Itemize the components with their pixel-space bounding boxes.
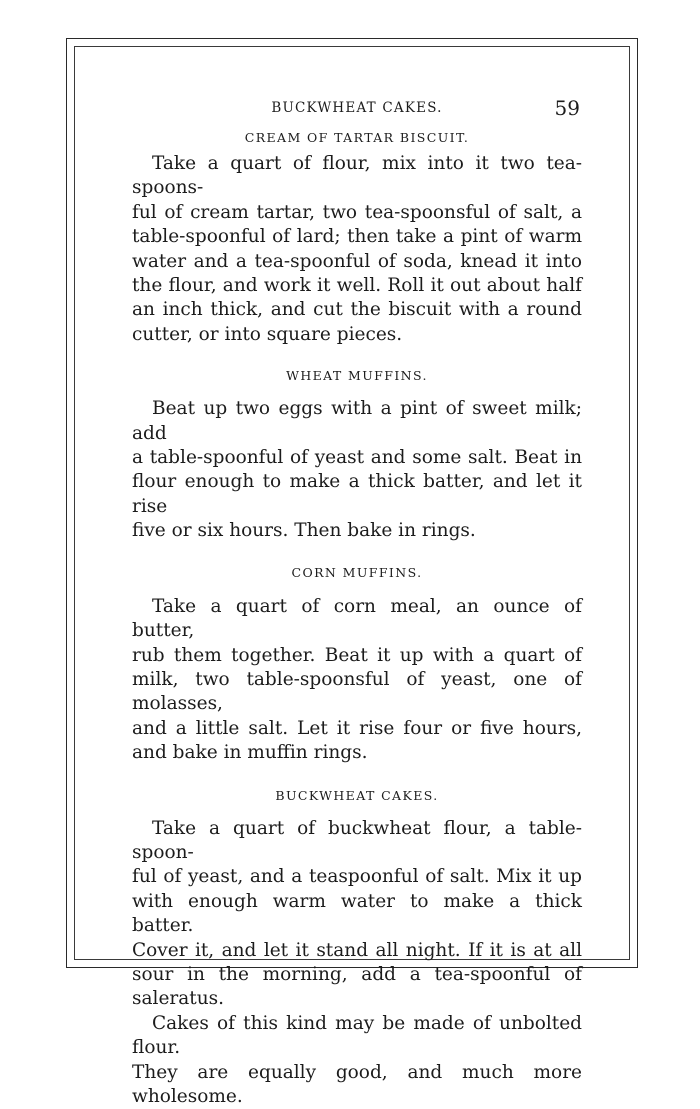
text-line: Cover it, and let it stand all night. If it is at all — [132, 939, 582, 961]
text-line: Cakes of this kind may be made of unbolted flour. — [132, 1012, 582, 1059]
text-line: rub them together. Beat it up with a quart of — [132, 644, 582, 666]
running-title: BUCKWHEAT CAKES. — [271, 100, 443, 116]
text-line: the flour, and work it well. Roll it out about half — [132, 275, 582, 297]
recipe-paragraph — [132, 152, 582, 347]
text-line: flour enough to make a thick batter, and let it rise — [132, 471, 582, 517]
recipe-cream-of-tartar-biscuit — [132, 130, 582, 347]
page-text — [132, 96, 582, 1109]
text-line: Take a quart of buckwheat flour, a table-spoon- — [132, 817, 582, 863]
text-line: table-spoonful of lard; then take a pint of warm — [132, 226, 582, 248]
section-heading: BUCKWHEAT CAKES. — [275, 787, 439, 803]
section-heading: WHEAT MUFFINS. — [286, 368, 428, 384]
text-line: a table-spoonful of yeast and some salt. Beat in — [132, 447, 582, 469]
recipe-corn-muffins — [132, 565, 582, 766]
text-line: sour in the morning, add a tea-spoonful of saleratus. — [132, 963, 582, 1010]
text-line: They are equally good, and much more wholesome. — [132, 1061, 582, 1107]
text-line: and a little salt. Let it rise four or five hours, — [132, 717, 582, 739]
text-line: Take a quart of flour, mix into it two tea-spoons- — [132, 153, 582, 199]
section-heading: CREAM OF TARTAR BISCUIT. — [244, 130, 470, 145]
recipe-paragraph — [132, 817, 582, 1109]
section-heading: CORN MUFFINS. — [291, 564, 423, 580]
text-line: milk, two table-spoonsful of yeast, one of molasses, — [132, 668, 582, 715]
text-line: water and a tea-spoonful of soda, knead it into — [132, 250, 582, 272]
text-line: an inch thick, and cut the biscuit with a round — [132, 299, 582, 321]
recipe-paragraph — [132, 397, 582, 543]
text-line: ful of cream tartar, two tea-spoonsful of salt, a — [132, 201, 582, 223]
text-line: Take a quart of corn meal, an ounce of butter, — [132, 595, 582, 642]
text-line: five or six hours. Then bake in rings. — [132, 520, 476, 542]
text-line: with enough warm water to make a thick batter. — [132, 890, 582, 937]
text-line: Beat up two eggs with a pint of sweet milk; add — [132, 398, 582, 444]
recipe-wheat-muffins — [132, 368, 582, 543]
page-number: 59 — [554, 96, 580, 120]
text-line: ful of yeast, and a teaspoonful of salt. Mix it up — [132, 866, 582, 888]
recipe-buckwheat-cakes — [132, 788, 582, 1109]
text-line: cutter, or into square pieces. — [132, 323, 403, 345]
recipe-paragraph — [132, 595, 582, 766]
running-head — [132, 96, 582, 124]
text-line: and bake in muffin rings. — [132, 742, 368, 764]
